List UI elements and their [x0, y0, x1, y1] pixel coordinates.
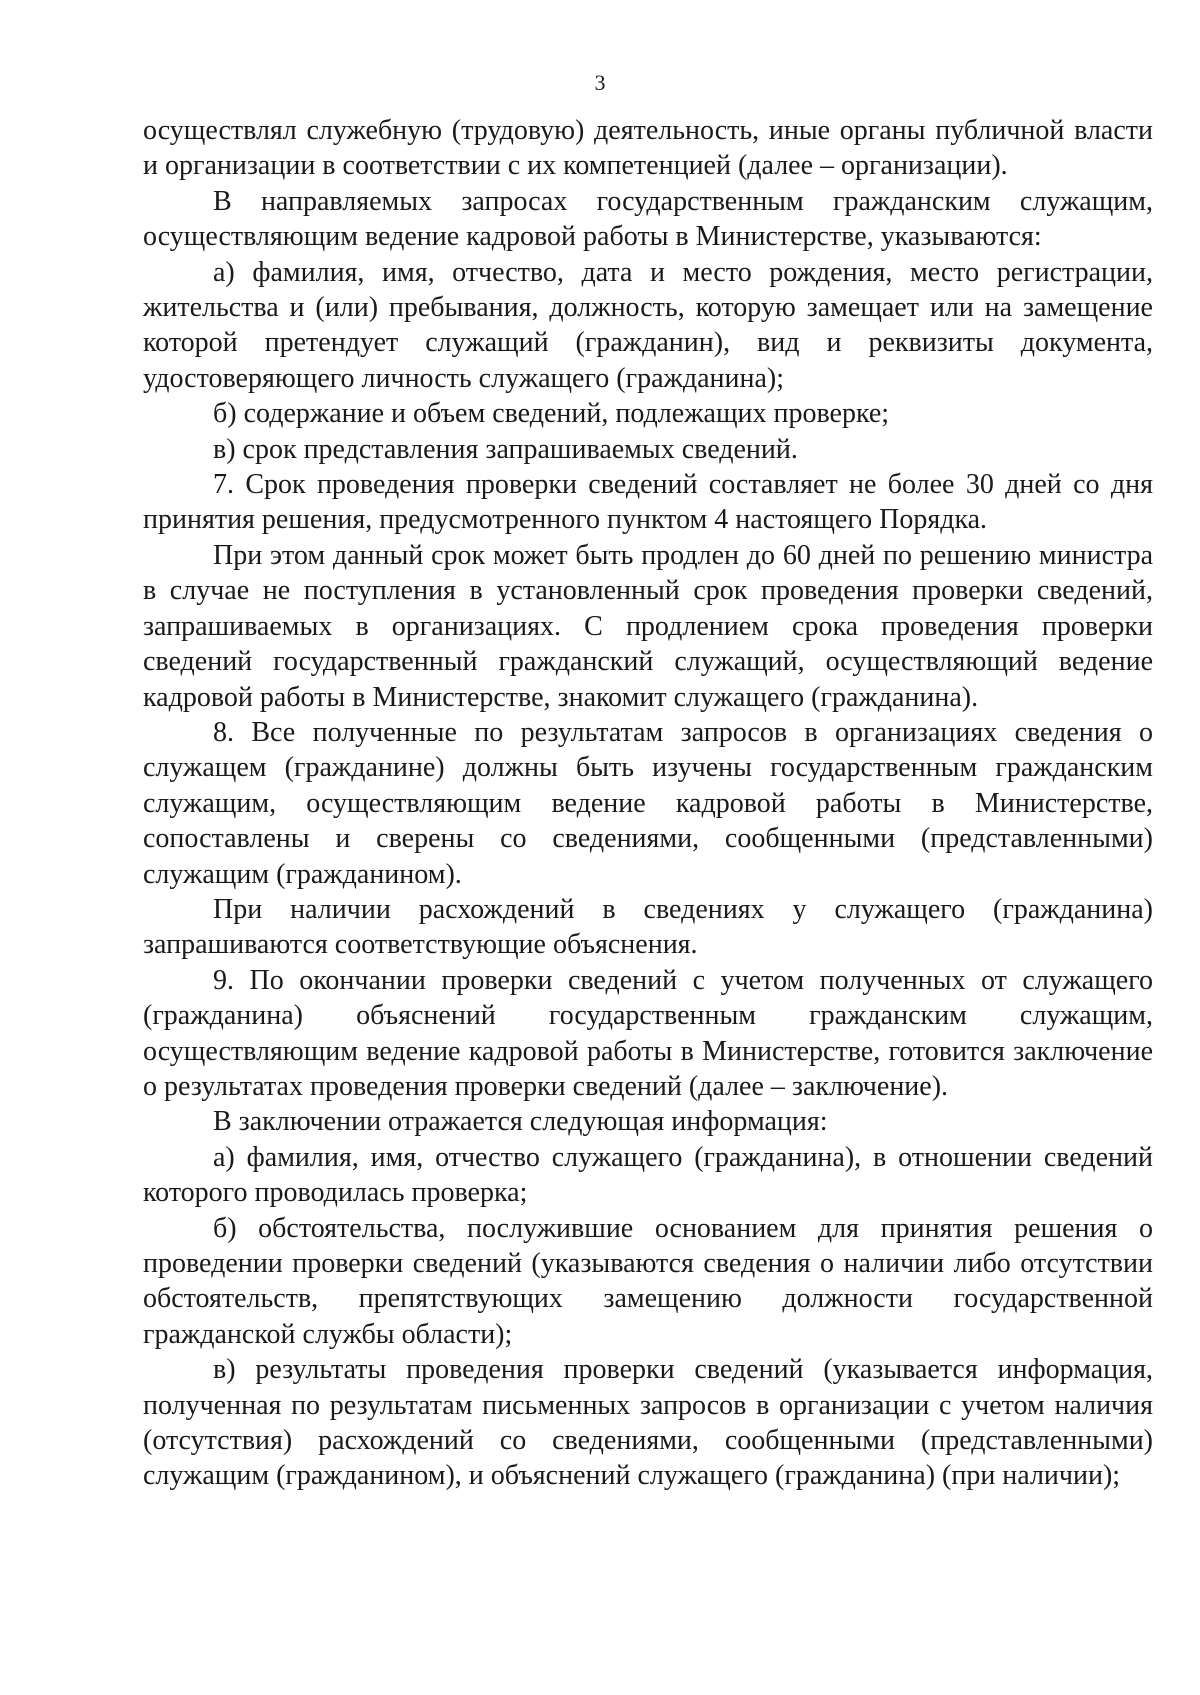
list-item-v-results: в) результаты проведения проверки сведений (указывается информация, полученная по результатам письменных запросов в организации с учетом наличия (отсутствия) расхождений со сведениями, сообщенными (представленными) служащим (гражданином), и объяснений служащего (гражданина) (при наличии);	[143, 1354, 1153, 1492]
paragraph-8-review: 8. Все полученные по результатам запросов в организациях сведения о служащем (гражданине) должны быть изучены государственным гражданским служащим, осуществляющим ведение кадровой работы в Министерстве, сопоставлены и сверены со сведениями, сообщенными (представленными) служащим (гражданином).	[143, 716, 1153, 890]
paragraph-7-extension: При этом данный срок может быть продлен до 60 дней по решению министра в случае не поступления в установленный срок проведения проверки сведений, запрашиваемых в организациях. С продлением срока проведения проверки сведений государственный гражданский служащий, осуществляющий ведение кадровой работы в Министерстве, знакомит служащего (гражданина).	[143, 539, 1153, 713]
page-number: 3	[594, 70, 606, 95]
paragraph-9-info-intro: В заключении отражается следующая информация:	[213, 1106, 828, 1138]
list-item-b-content: б) содержание и объем сведений, подлежащих проверке;	[213, 398, 890, 430]
paragraph-9-conclusion: 9. По окончании проверки сведений с учетом полученных от служащего (гражданина) объяснений государственным гражданским служащим, осуществляющим ведение кадровой работы в Министерстве, готовится заключение о результатах проведения проверки сведений (далее – заключение).	[143, 964, 1153, 1102]
list-item-a-personal-data: а) фамилия, имя, отчество, дата и место рождения, место регистрации, жительства и (или) пребывания, должность, которую замещает или на замещение которой претендует служащий (гражданин), вид и реквизиты документа, удостоверяющего личность служащего (гражданина);	[143, 256, 1153, 394]
paragraph-continuation: осуществлял служебную (трудовую) деятельность, иные органы публичной власти и организации в соответствии с их компетенцией (далее – организации).	[143, 115, 1153, 182]
list-item-v-deadline: в) срок представления запрашиваемых сведений.	[213, 433, 798, 465]
paragraph-requests-intro: В направляемых запросах государственным гражданским служащим, осуществляющим ведение кадровой работы в Министерстве, указываются:	[143, 185, 1153, 253]
paragraph-8-explanations: При наличии расхождений в сведениях у служащего (гражданина) запрашиваются соответствующие объяснения.	[143, 893, 1153, 961]
document-body	[143, 113, 1153, 1494]
list-item-a-fullname: а) фамилия, имя, отчество служащего (гражданина), в отношении сведений которого проводилась проверка;	[143, 1141, 1153, 1209]
paragraph-7-term: 7. Срок проведения проверки сведений составляет не более 30 дней со дня принятия решения, предусмотренного пунктом 4 настоящего Порядка.	[143, 469, 1153, 536]
list-item-b-circumstances: б) обстоятельства, послужившие основанием для принятия решения о проведении проверки сведений (указываются сведения о наличии либо отсутствии обстоятельств, препятствующих замещению должности государственной гражданской службы области);	[143, 1212, 1153, 1350]
